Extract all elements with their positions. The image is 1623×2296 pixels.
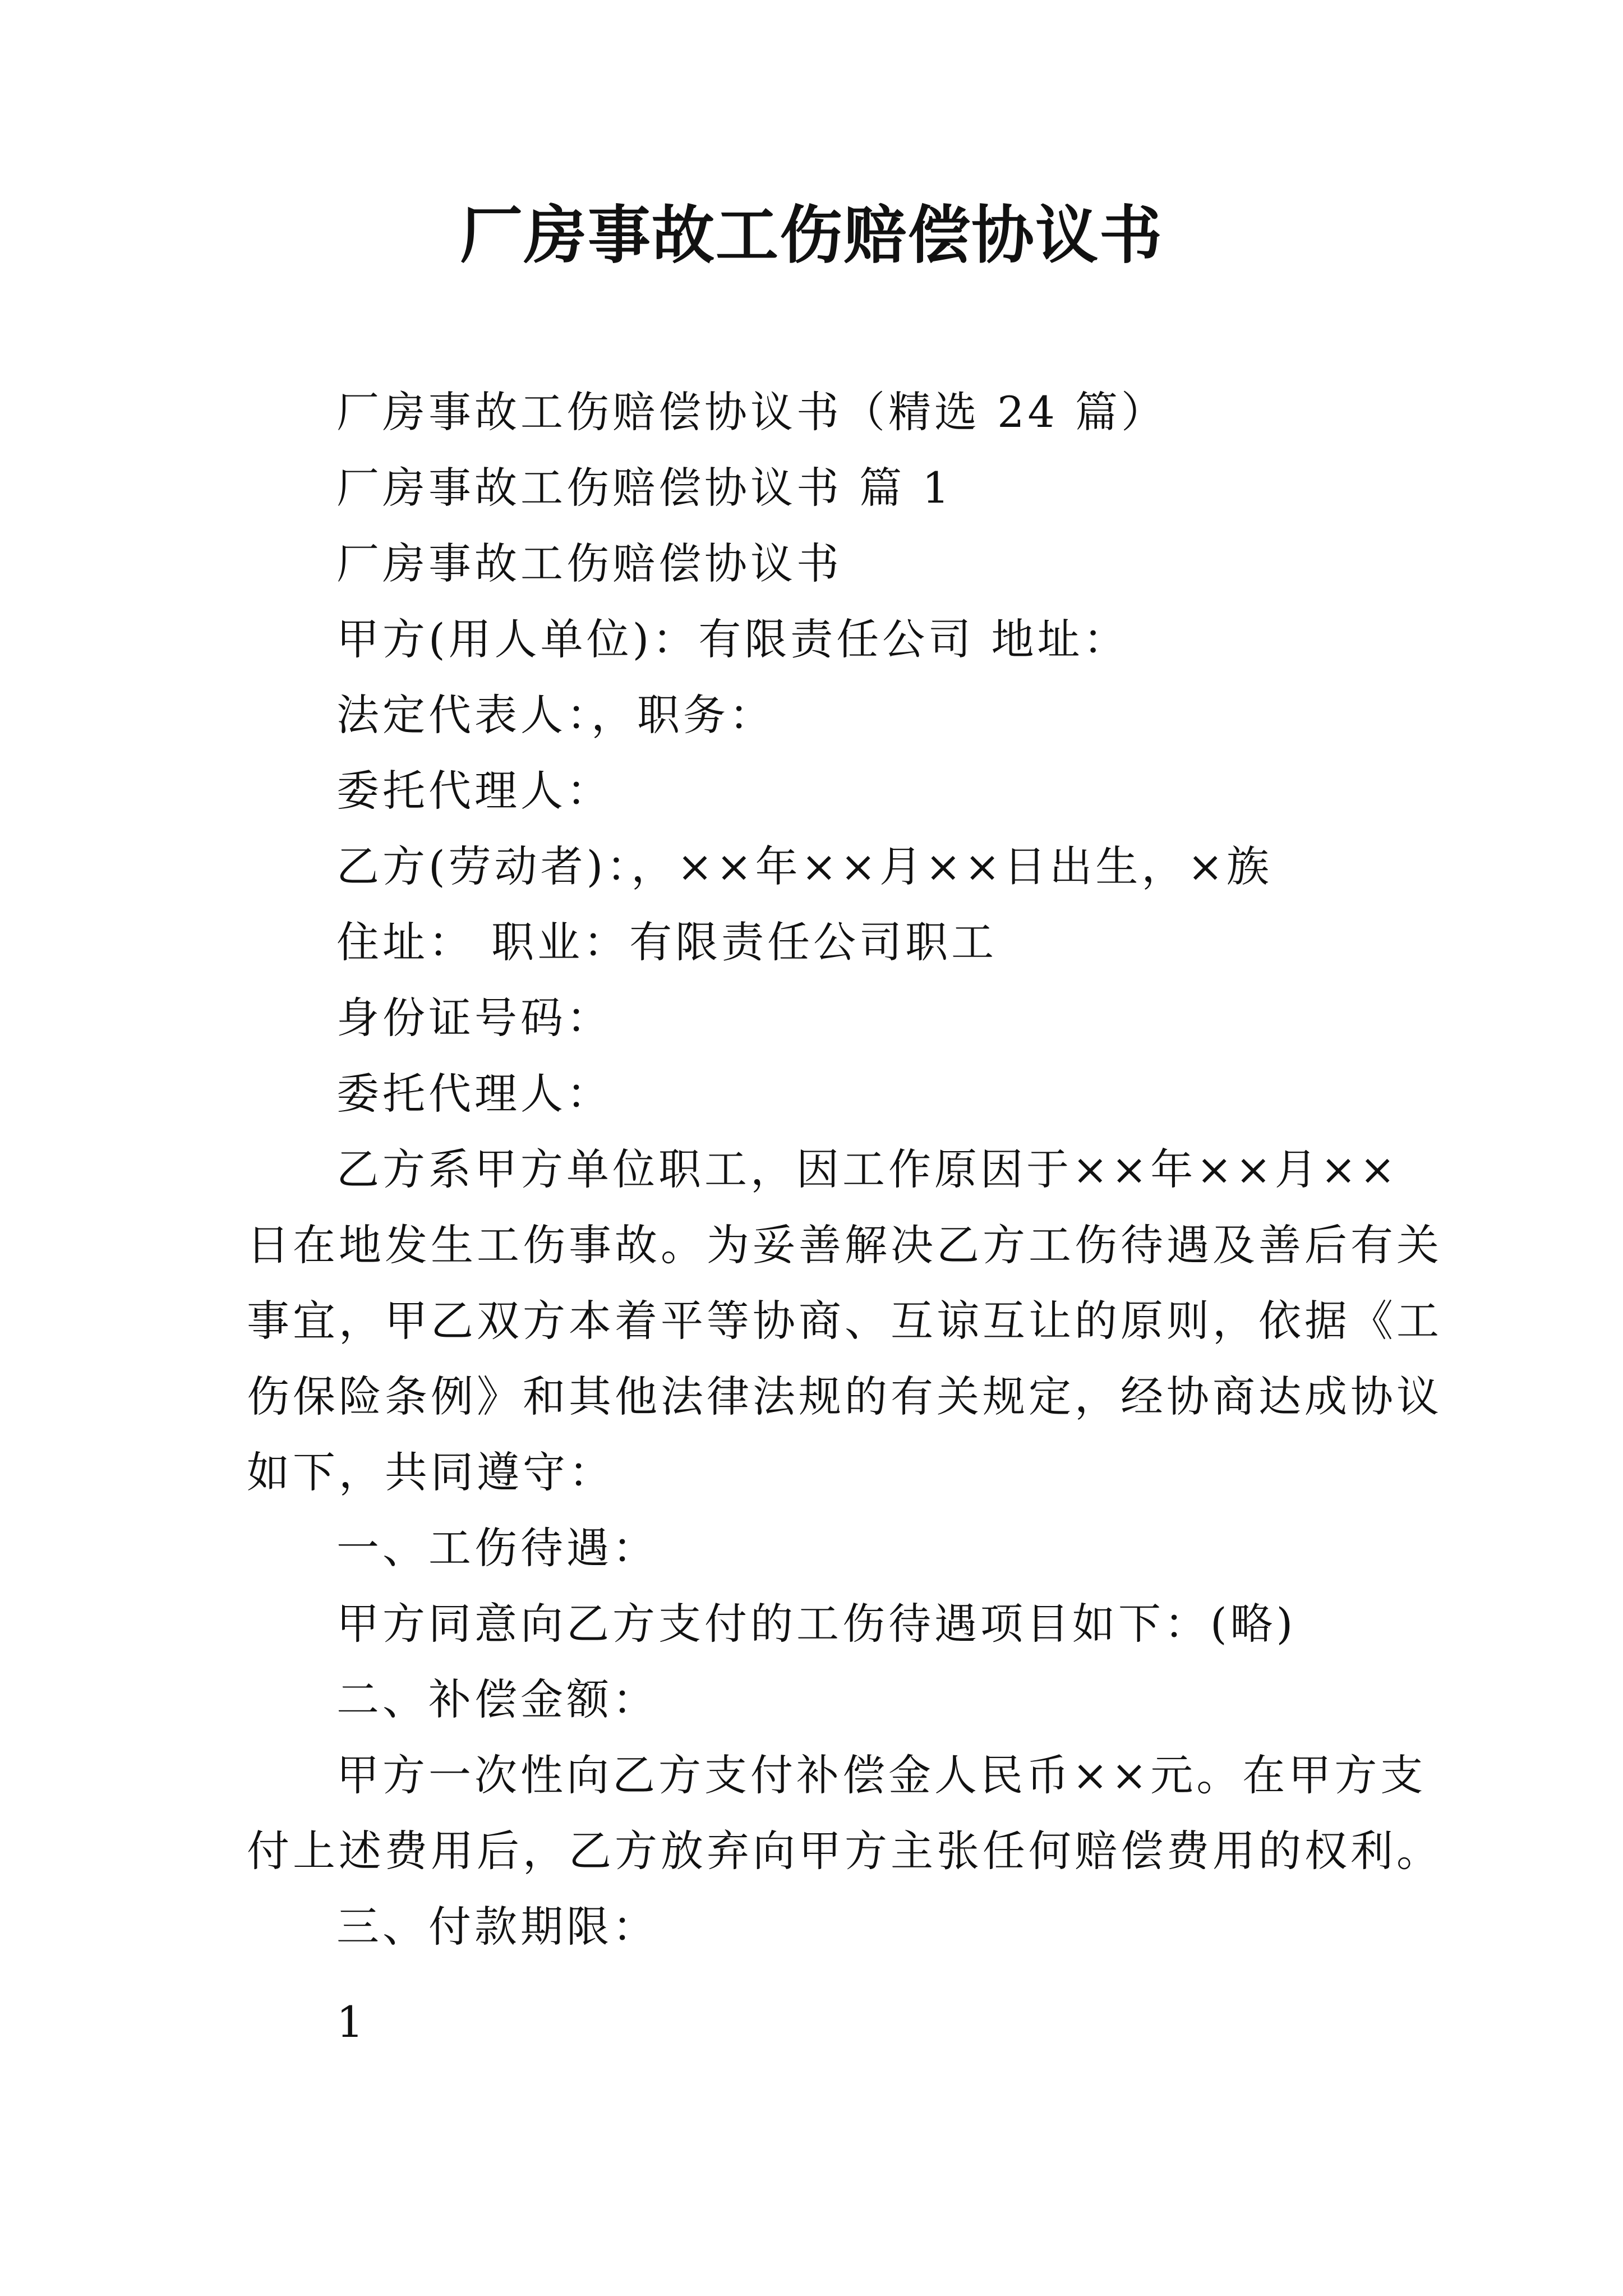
paragraph-line: 事宜，甲乙双方本着平等协商、互谅互让的原则，依据《工	[247, 1296, 1442, 1346]
party-b-line: 乙方(劳动者)：，××年××月××日出生，×族	[336, 841, 1273, 891]
clause-heading: 二、补偿金额：	[336, 1674, 658, 1724]
paragraph-line: 如下，共同遵守：	[247, 1447, 615, 1497]
document-title: 厂房事故工伤赔偿协议书	[460, 199, 1163, 272]
subtitle-line: 厂房事故工伤赔偿协议书（精选 24 篇）	[336, 387, 1168, 437]
address-line: 住址： 职业：有限责任公司职工	[336, 917, 998, 967]
clause-text: 甲方一次性向乙方支付补偿金人民币××元。在甲方支	[336, 1750, 1427, 1800]
clause-text: 付上述费用后，乙方放弃向甲方主张任何赔偿费用的权利。	[247, 1826, 1442, 1876]
agent-line-a: 委托代理人：	[336, 766, 612, 816]
paragraph-line: 日在地发生工伤事故。为妥善解决乙方工伤待遇及善后有关	[247, 1220, 1442, 1270]
clause-heading: 一、工伤待遇：	[336, 1523, 658, 1573]
legal-rep-line: 法定代表人：，职务：	[336, 690, 775, 740]
id-number-line: 身份证号码：	[336, 993, 612, 1043]
paragraph-line: 乙方系甲方单位职工，因工作原因于××年××月××	[336, 1144, 1399, 1194]
agent-line-b: 委托代理人：	[336, 1069, 612, 1119]
section-heading: 厂房事故工伤赔偿协议书 篇 1	[336, 463, 953, 513]
page-number: 1	[336, 1997, 364, 2047]
clause-text: 甲方同意向乙方支付的工伤待遇项目如下：(略)	[336, 1599, 1297, 1649]
paragraph-line: 伤保险条例》和其他法律法规的有关规定，经协商达成协议	[247, 1372, 1442, 1421]
party-a-line: 甲方(用人单位)：有限责任公司 地址：	[336, 614, 1129, 664]
agreement-title-line: 厂房事故工伤赔偿协议书	[336, 539, 842, 588]
clause-heading: 三、付款期限：	[336, 1902, 658, 1952]
